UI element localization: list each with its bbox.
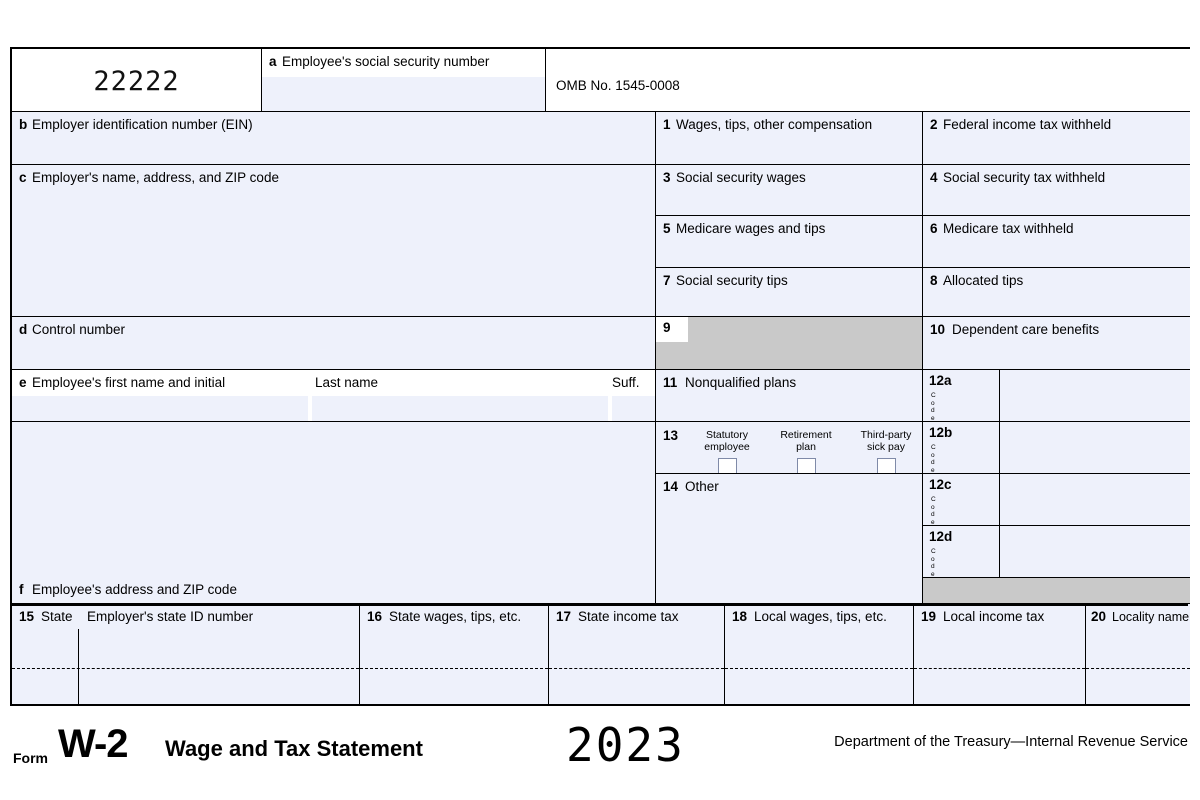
box-5-label: Medicare wages and tips [676, 221, 826, 236]
box-12-gray-strip [923, 578, 1190, 604]
box-15-employer-state-id-label: Employer's state ID number [87, 609, 254, 624]
box-12d-code-letters: C o d e [931, 548, 936, 578]
box-e-suffix-label: Suff. [612, 375, 640, 390]
box-9-number-holder [656, 317, 688, 342]
box-12b-divider [999, 422, 1000, 473]
box-12d[interactable] [923, 526, 1190, 578]
box-b-label: Employer identification number (EIN) [32, 117, 253, 132]
box-19-number: 19 [921, 609, 937, 624]
box-17-state-income-tax[interactable] [549, 604, 725, 704]
box-20-label: Locality name [1112, 610, 1190, 624]
box-13-statutory-employee[interactable] [696, 430, 758, 474]
box-20-label-row [1086, 604, 1190, 626]
box-16-dashed-row-divider [360, 668, 548, 669]
omb-box [546, 49, 1190, 112]
box-18-label-row [725, 604, 913, 626]
box-10-label-row [923, 317, 1190, 339]
box-13-retirement-plan[interactable] [775, 430, 837, 474]
box-9-verification-code [656, 317, 923, 370]
footer-form-word: Form [13, 750, 48, 766]
box-e-lastname-label: Last name [315, 375, 379, 390]
box-e-address-area[interactable] [12, 422, 656, 579]
box-1-wages[interactable] [656, 112, 923, 165]
box-13-number: 13 [663, 428, 679, 443]
box-17-label: State income tax [578, 609, 679, 624]
box-16-state-wages[interactable] [360, 604, 549, 704]
footer-form-number: W-2 [58, 722, 128, 766]
box-5-number: 5 [663, 221, 671, 236]
box-10-number: 10 [930, 322, 946, 337]
box-13-retirement-checkbox[interactable] [797, 458, 816, 474]
box-15-dashed-row-divider [12, 668, 359, 669]
box-7-ss-tips[interactable] [656, 268, 923, 317]
box-4-ss-tax[interactable] [923, 165, 1190, 216]
box-15-state-divider [78, 629, 79, 704]
box-20-locality-name[interactable] [1086, 604, 1190, 704]
box-11-label-row [656, 370, 922, 392]
box-4-label-row [923, 165, 1190, 187]
box-5-medicare-wages[interactable] [656, 216, 923, 268]
box-b-label-row [12, 112, 655, 134]
box-9-number-row [656, 317, 688, 337]
box-d-label-row [12, 317, 655, 339]
box-18-number: 18 [732, 609, 748, 624]
box-2-label: Federal income tax withheld [943, 117, 1112, 132]
box-d-control-number[interactable] [12, 317, 656, 370]
box-15-state-id[interactable] [12, 604, 360, 704]
box-12b-label: 12b [929, 425, 953, 440]
box-14-other[interactable] [656, 474, 923, 604]
state-section-top-border [12, 604, 1188, 606]
box-6-label: Medicare tax withheld [943, 221, 1074, 236]
control-number-22222-box [12, 49, 262, 112]
box-d-label: Control number [32, 322, 126, 337]
box-18-dashed-row-divider [725, 668, 913, 669]
omb-number: OMB No. 1545-0008 [556, 78, 680, 93]
box-8-number: 8 [930, 273, 938, 288]
box-20-dashed-row-divider [1086, 668, 1190, 669]
box-12c-code-letters: C o d e [931, 496, 936, 526]
box-7-number: 7 [663, 273, 671, 288]
box-5-label-row [656, 216, 922, 238]
box-12a-label: 12a [929, 373, 952, 388]
box-3-label: Social security wages [676, 170, 806, 185]
box-8-label: Allocated tips [943, 273, 1024, 288]
box-e-suffix-input[interactable] [612, 396, 655, 422]
footer-form-title: Wage and Tax Statement [165, 736, 423, 761]
box-2-number: 2 [930, 117, 938, 132]
box-14-label: Other [685, 479, 719, 494]
box-2-label-row [923, 112, 1190, 134]
box-f-label: Employee's address and ZIP code [32, 582, 237, 597]
box-11-nonqualified-plans[interactable] [656, 370, 923, 422]
box-3-label-row [656, 165, 922, 187]
box-4-number: 4 [930, 170, 938, 185]
box-12b-code-letters: C o d e [931, 444, 936, 474]
box-12a-divider [999, 370, 1000, 421]
box-19-local-income-tax[interactable] [914, 604, 1086, 704]
box-15-label: State [41, 609, 73, 624]
box-10-dependent-care[interactable] [923, 317, 1190, 370]
box-6-medicare-tax[interactable] [923, 216, 1190, 268]
control-number-22222-value: 22222 [93, 66, 180, 97]
box-a-ssn[interactable] [262, 49, 546, 112]
box-4-label: Social security tax withheld [943, 170, 1106, 185]
box-13-statutory-line2: employee [704, 440, 750, 453]
box-13-statutory-checkbox[interactable] [718, 458, 737, 474]
box-9-number: 9 [663, 320, 671, 335]
box-1-label-row [656, 112, 922, 134]
box-8-label-row [923, 268, 1190, 290]
w2-form-grid [10, 47, 1190, 706]
box-13-retirement-line1: Retirement [780, 429, 832, 441]
box-6-label-row [923, 216, 1190, 238]
box-7-label: Social security tips [676, 273, 788, 288]
box-a-input[interactable] [262, 77, 545, 111]
box-e-employee-name [12, 370, 656, 422]
box-19-dashed-row-divider [914, 668, 1085, 669]
box-3-number: 3 [663, 170, 671, 185]
box-c-label: Employer's name, address, and ZIP code [32, 170, 279, 185]
box-11-label: Nonqualified plans [685, 375, 797, 390]
box-12a[interactable] [923, 370, 1190, 422]
box-b-ein[interactable] [12, 112, 656, 165]
box-16-label: State wages, tips, etc. [389, 609, 522, 624]
box-12c-divider [999, 474, 1000, 525]
box-f-label-row [12, 579, 655, 599]
box-a-letter: a [269, 54, 277, 69]
box-13-third-party-sick-pay[interactable] [853, 430, 919, 474]
box-f-employee-address[interactable] [12, 579, 656, 604]
box-18-label: Local wages, tips, etc. [754, 609, 887, 624]
box-e-lastname-input[interactable] [312, 396, 608, 422]
footer-department: Department of the Treasury—Internal Revenue Service [834, 734, 1188, 750]
box-6-number: 6 [930, 221, 938, 236]
box-d-letter: d [19, 322, 28, 337]
box-16-label-row [360, 604, 548, 626]
box-c-label-row [12, 165, 655, 187]
box-17-label-row [549, 604, 724, 626]
box-15-number: 15 [19, 609, 35, 624]
box-12c-label: 12c [929, 477, 952, 492]
box-13-retirement-line2: plan [796, 440, 816, 453]
box-12a-code-letters: C o d e [931, 392, 936, 422]
box-17-dashed-row-divider [549, 668, 724, 669]
box-1-number: 1 [663, 117, 671, 132]
box-12d-label: 12d [929, 529, 953, 544]
box-19-label: Local income tax [943, 609, 1045, 624]
box-13-statutory-line1: Statutory [705, 429, 749, 441]
box-13-thirdparty-line2: sick pay [867, 440, 905, 453]
box-10-label: Dependent care benefits [952, 322, 1100, 337]
box-2-federal-tax[interactable] [923, 112, 1190, 165]
box-a-label-row [262, 49, 545, 71]
box-12b[interactable] [923, 422, 1190, 474]
box-1-label: Wages, tips, other compensation [676, 117, 873, 132]
box-17-number: 17 [556, 609, 572, 624]
box-e-firstname-input[interactable] [12, 396, 308, 422]
box-13-thirdparty-line1: Third-party [860, 429, 912, 441]
box-3-ss-wages[interactable] [656, 165, 923, 216]
box-e-label-row [12, 370, 225, 392]
box-c-employer[interactable] [12, 165, 656, 317]
box-13-checkboxes [656, 422, 923, 474]
box-12d-divider [999, 526, 1000, 577]
box-7-label-row [656, 268, 922, 290]
box-19-label-row [914, 604, 1085, 626]
box-c-letter: c [19, 170, 27, 185]
box-14-label-row [656, 474, 922, 496]
box-b-letter: b [19, 117, 28, 132]
box-14-number: 14 [663, 479, 679, 494]
box-f-letter: f [19, 582, 24, 597]
box-12c[interactable] [923, 474, 1190, 526]
box-e-letter: e [19, 375, 27, 390]
box-13-thirdparty-checkbox[interactable] [877, 458, 896, 474]
footer-tax-year: 2023 [566, 718, 685, 772]
box-e-label: Employee's first name and initial [32, 375, 226, 390]
form-footer [10, 710, 1190, 780]
box-8-allocated-tips[interactable] [923, 268, 1190, 317]
box-a-label: Employee's social security number [282, 54, 490, 69]
box-11-number: 11 [663, 375, 678, 390]
box-16-number: 16 [367, 609, 383, 624]
box-20-number: 20 [1091, 609, 1107, 624]
box-18-local-wages[interactable] [725, 604, 914, 704]
